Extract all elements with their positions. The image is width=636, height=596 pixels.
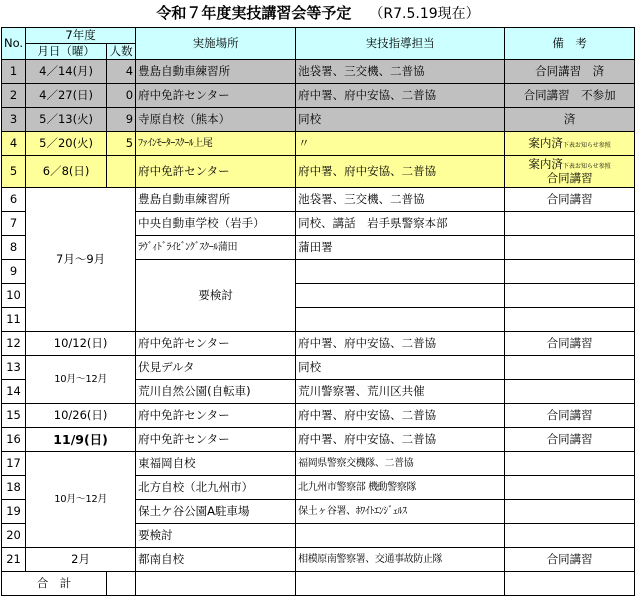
row-instructor: 府中署、府中安協、二普協 [296, 404, 505, 428]
row-date: 4／27(日) [26, 84, 107, 108]
table-row [2, 132, 635, 156]
table-row [2, 108, 635, 132]
remarks-main: 案内済 [528, 136, 563, 151]
header-venue: 実施場所 [136, 28, 296, 60]
row-date: 5／20(火) [26, 132, 107, 156]
row-instructor [296, 260, 505, 284]
row-no: 21 [2, 548, 26, 572]
row-no: 18 [2, 476, 26, 500]
row-count: 5 [107, 132, 136, 156]
row-remarks [505, 156, 635, 188]
row-no: 13 [2, 356, 26, 380]
total-label: 合 計 [2, 572, 107, 596]
row-no: 9 [2, 260, 26, 284]
table-row [2, 356, 635, 380]
row-date: 5／13(火) [26, 108, 107, 132]
row-instructor: 同校、講話 岩手県警察本部 [296, 212, 505, 236]
row-venue: 府中免許センター [136, 84, 296, 108]
total-instructor [296, 572, 505, 596]
row-no: 12 [2, 332, 26, 356]
table-row [2, 188, 635, 212]
row-count [107, 156, 136, 188]
row-venue: ﾗｳﾞｨﾄﾞﾗｲﾋﾞﾝｸﾞｽｸｰﾙ蒲田 [136, 236, 296, 260]
row-no: 3 [2, 108, 26, 132]
row-instructor [296, 524, 505, 548]
row-no: 11 [2, 308, 26, 332]
row-no: 17 [2, 452, 26, 476]
row-instructor: 北九州市警察部 機動警察隊 [296, 476, 505, 500]
row-venue: 府中免許センター [136, 404, 296, 428]
table-row [2, 404, 635, 428]
header-date: 月日（曜） [26, 44, 107, 60]
row-instructor: 荒川警察署、荒川区共催 [296, 380, 505, 404]
row-instructor: 〃 [296, 132, 505, 156]
table-row [2, 60, 635, 84]
header-instructor: 実技指導担当 [296, 28, 505, 60]
row-remarks [505, 132, 635, 156]
row-instructor: 池袋署、三交機、二普協 [296, 60, 505, 84]
row-instructor: 府中署、府中安協、二普協 [296, 156, 505, 188]
row-instructor: 相模原南警察署、交通事故防止隊 [296, 548, 505, 572]
row-date: 4／14(月) [26, 60, 107, 84]
total-row [2, 572, 635, 596]
row-remarks: 済 [505, 108, 635, 132]
table-row [2, 156, 635, 188]
row-remarks [505, 380, 635, 404]
row-venue: 保土ケ谷公園A駐車場 [136, 500, 296, 524]
total-venue [136, 572, 296, 596]
header-count: 人数 [107, 44, 136, 60]
row-no: 20 [2, 524, 26, 548]
row-date: 10/12(日) [26, 332, 136, 356]
row-venue: 府中免許センター [136, 332, 296, 356]
row-remarks [505, 308, 635, 332]
row-no: 19 [2, 500, 26, 524]
header-fiscal-year: 7年度 [26, 28, 136, 44]
row-instructor: 同校 [296, 356, 505, 380]
row-remarks: 合同講習 不参加 [505, 84, 635, 108]
header-no: No. [2, 28, 26, 60]
row-no: 1 [2, 60, 26, 84]
row-instructor: 福岡県警察交機隊、二普協 [296, 452, 505, 476]
total-remarks [505, 572, 635, 596]
row-instructor: 府中署、府中安協、二普協 [296, 428, 505, 452]
merged-date-period: 7月～9月 [26, 188, 136, 332]
header-row-1 [2, 28, 635, 44]
row-venue: 府中免許センター [136, 156, 296, 188]
row-venue: 寺原自校（熊本） [136, 108, 296, 132]
row-instructor: 保土ヶ谷署、ﾎﾜｲﾄｴﾝｼﾞｪﾙｽ [296, 500, 505, 524]
row-date: 6／8(日) [26, 156, 107, 188]
row-venue: 荒川自然公園(自転車) [136, 380, 296, 404]
row-remarks [505, 260, 635, 284]
row-venue: 中央自動車学校（岩手） [136, 212, 296, 236]
row-count: 4 [107, 60, 136, 84]
row-venue: 要検討 [136, 524, 296, 548]
row-no: 2 [2, 84, 26, 108]
row-remarks: 合同講習 済 [505, 60, 635, 84]
total-count [107, 572, 136, 596]
row-no: 7 [2, 212, 26, 236]
row-remarks: 合同講習 [505, 404, 635, 428]
row-venue: 東福岡自校 [136, 452, 296, 476]
row-instructor [296, 308, 505, 332]
row-remarks [505, 356, 635, 380]
row-instructor: 同校 [296, 108, 505, 132]
table-row [2, 452, 635, 476]
row-remarks [505, 452, 635, 476]
remarks-line [507, 158, 632, 171]
row-venue: 都南自校 [136, 548, 296, 572]
row-count: 0 [107, 84, 136, 108]
table-row [2, 548, 635, 572]
remarks-note: 下表お知らせ参照 [562, 142, 611, 150]
row-no: 8 [2, 236, 26, 260]
row-remarks: 合同講習 [505, 428, 635, 452]
row-remarks [505, 524, 635, 548]
merged-venue-tbd: 要検討 [136, 260, 296, 332]
table-row [2, 428, 635, 452]
remarks-line-2: 合同講習 [546, 170, 593, 185]
row-remarks [505, 500, 635, 524]
row-instructor [296, 284, 505, 308]
row-remarks [505, 476, 635, 500]
row-remarks: 合同講習 [505, 188, 635, 212]
row-instructor: 府中署、府中安協、二普協 [296, 84, 505, 108]
row-no: 14 [2, 380, 26, 404]
row-venue: ﾌｧｲﾝﾓｰﾀｰｽｸｰﾙ上尾 [136, 132, 296, 156]
remarks-note: 下表お知らせ参照 [562, 163, 611, 171]
row-instructor: 池袋署、三交機、二普協 [296, 188, 505, 212]
row-instructor: 蒲田署 [296, 236, 505, 260]
row-remarks [505, 236, 635, 260]
row-remarks [505, 284, 635, 308]
page-title [0, 2, 636, 26]
schedule-table [1, 27, 635, 596]
header-remarks: 備 考 [505, 28, 635, 60]
row-venue: 伏見デルタ [136, 356, 296, 380]
row-date: 10/26(日) [26, 404, 136, 428]
row-venue: 府中免許センター [136, 428, 296, 452]
as-of-date: （R7.5.19現在） [369, 6, 480, 22]
row-no: 4 [2, 132, 26, 156]
row-instructor: 府中署、府中安協、二普協 [296, 332, 505, 356]
row-remarks: 合同講習 [505, 548, 635, 572]
row-remarks: 合同講習 [505, 332, 635, 356]
row-no: 6 [2, 188, 26, 212]
table-row [2, 84, 635, 108]
row-date: 2月 [26, 548, 136, 572]
row-remarks [505, 212, 635, 236]
row-venue: 豊島自動車練習所 [136, 188, 296, 212]
row-no: 10 [2, 284, 26, 308]
row-venue: 北方自校（北九州市） [136, 476, 296, 500]
merged-date-period: 10月～12月 [26, 452, 136, 548]
merged-date-period: 10月～12月 [26, 356, 136, 404]
row-no: 15 [2, 404, 26, 428]
row-no: 5 [2, 156, 26, 188]
table-row [2, 332, 635, 356]
row-venue: 豊島自動車練習所 [136, 60, 296, 84]
row-no: 16 [2, 428, 26, 452]
row-date: 11/9(日) [26, 428, 136, 452]
title-text: 令和７年度実技講習会等予定 [156, 4, 352, 22]
remarks-main: 案内済 [528, 157, 563, 172]
row-count: 9 [107, 108, 136, 132]
